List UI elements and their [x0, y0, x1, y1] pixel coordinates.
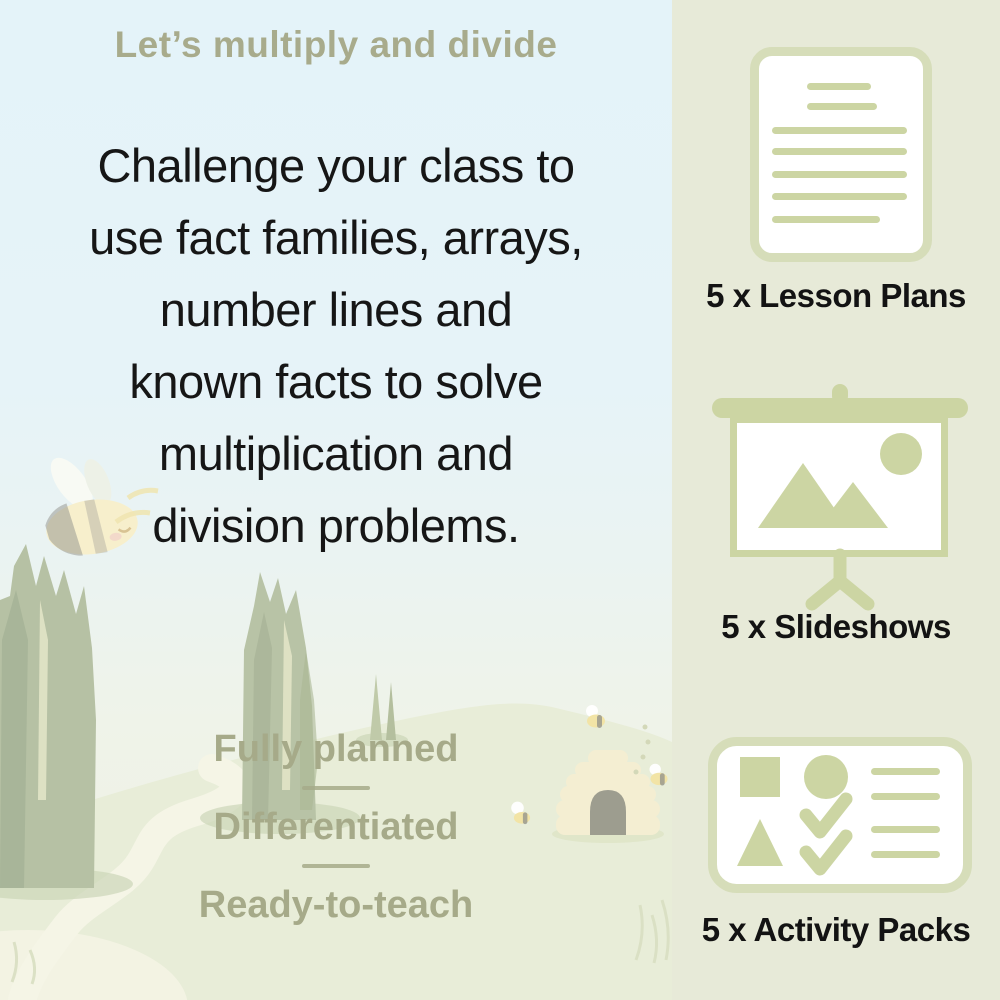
- lesson-plan-document-icon: [750, 47, 932, 262]
- feature-ready-to-teach: Ready-to-teach: [198, 884, 474, 926]
- feature-list: [0, 727, 672, 927]
- intro-text-line: multiplication and: [158, 427, 514, 480]
- projector-top-bar: [712, 398, 968, 418]
- card-text-line: [871, 851, 940, 858]
- intro-text-line: division problems.: [152, 499, 520, 552]
- card-text-line: [871, 768, 940, 775]
- included-resources-panel: [672, 0, 1000, 1000]
- document-text-line: [772, 148, 907, 155]
- circle-shape: [804, 755, 848, 799]
- feature-differentiated: Differentiated: [213, 806, 459, 848]
- feature-divider: [302, 864, 370, 868]
- intro-text-line: Challenge your class to: [97, 139, 575, 192]
- sun-shape: [880, 433, 922, 475]
- page-title: Let’s multiply and divide: [114, 24, 558, 65]
- intro-text-line: use fact families, arrays,: [89, 211, 583, 264]
- lesson-plans-label: 5 x Lesson Plans: [706, 277, 966, 314]
- document-text-line: [772, 216, 880, 223]
- activity-pack-card-icon: [672, 735, 1000, 900]
- document-text-line: [772, 193, 907, 200]
- document-text-line: [807, 103, 877, 110]
- intro-text-line: known facts to solve: [129, 355, 543, 408]
- document-text-line: [772, 171, 907, 178]
- feature-fully-planned: Fully planned: [213, 728, 459, 770]
- slideshows-label: 5 x Slideshows: [721, 608, 951, 645]
- intro-text-line: number lines and: [159, 283, 513, 336]
- slideshow-projector-icon: [672, 378, 1000, 613]
- projector-legs: [812, 581, 868, 604]
- intro-text: [0, 130, 672, 562]
- document-text-line: [772, 127, 907, 134]
- square-shape: [740, 757, 780, 797]
- feature-divider: [302, 786, 370, 790]
- card-text-line: [871, 793, 940, 800]
- document-text-line: [807, 83, 871, 90]
- card-text-line: [871, 826, 940, 833]
- activity-packs-label: 5 x Activity Packs: [701, 911, 971, 948]
